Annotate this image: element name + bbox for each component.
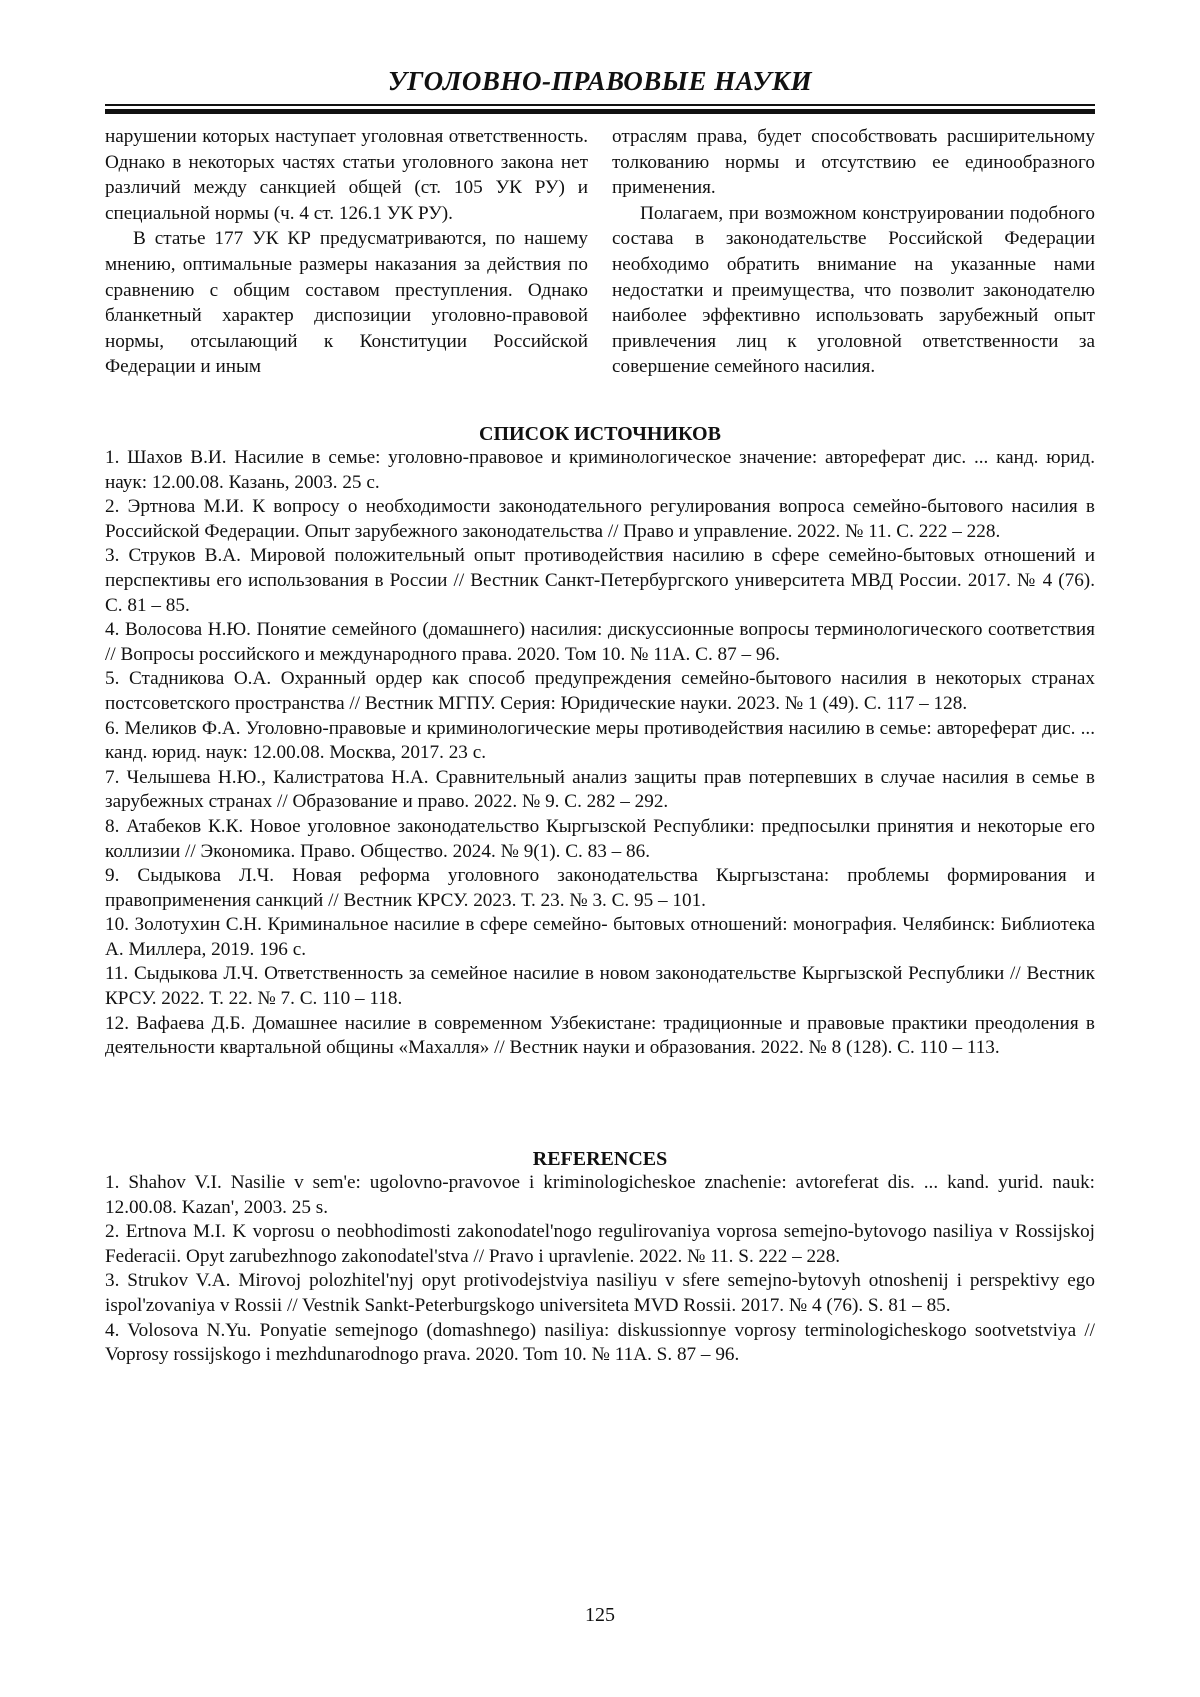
source-item: 9. Сыдыкова Л.Ч. Новая реформа уголовного законодательства Кыргызстана: проблемы формирования и правоприменения санкций // Вестник КРСУ. 2023. Т. 23. № 3. С. 95 – 101. bbox=[105, 865, 1095, 911]
paragraph: В статье 177 УК КР предусматриваются, по нашему мнению, оптимальные размеры наказания за действия по сравнению с общим составом преступления. Однако бланкетный характер диспозиции уголовно-правовой нормы, отсылающий к Конституции Российской Федерации и иным bbox=[105, 228, 588, 378]
references-heading: REFERENCES bbox=[532, 1148, 668, 1170]
two-column-body bbox=[105, 124, 1095, 380]
source-item: 7. Челышева Н.Ю., Калистратова Н.А. Сравнительный анализ защиты прав потерпевших в случае насилия в семье в зарубежных странах // Образование и право. 2022. № 9. С. 282 – 292. bbox=[105, 766, 1095, 813]
header-rule-thick bbox=[105, 109, 1095, 114]
references-list bbox=[105, 1171, 1095, 1368]
source-item: 2. Эртнова М.И. К вопросу о необходимости законодательного регулирования вопроса семейно-бытового насилия в Российской Федерации. Опыт зарубежного законодательства // Право и управление. 2022. № 11. С. 222 – 228. bbox=[105, 496, 1095, 542]
reference-item: 1. Shahov V.I. Nasilie v sem'e: ugolovno-pravovoe i kriminologicheskoe znachenie: avtoreferat dis. ... kand. yurid. nauk: 12.00.08. Kazan', 2003. 25 s. bbox=[105, 1172, 1095, 1218]
left-column bbox=[105, 124, 588, 380]
page-number: 125 bbox=[585, 1604, 615, 1626]
source-item: 8. Атабеков К.К. Новое уголовное законодательство Кыргызской Республики: предпосылки принятия и некоторые его коллизии // Экономика. Право. Общество. 2024. № 9(1). С. 83 – 86. bbox=[105, 815, 1095, 862]
sources-heading: СПИСОК ИСТОЧНИКОВ bbox=[479, 423, 721, 445]
right-column bbox=[612, 124, 1095, 380]
header-rule-thin bbox=[105, 104, 1095, 106]
reference-item: 2. Ertnova M.I. K voprosu o neobhodimosti zakonodatel'nogo regulirovaniya voprosa semejno-bytovogo nasiliya v Rossijskoj Federacii. Opyt zarubezhnogo zakonodatel'stva // Pravo i upravlenie. 2022. № 11. S. 222 – 228. bbox=[105, 1221, 1095, 1267]
running-head: УГОЛОВНО-ПРАВОВЫЕ НАУКИ bbox=[387, 66, 813, 96]
sources-list bbox=[105, 446, 1095, 1061]
source-item: 10. Золотухин С.Н. Криминальное насилие в сфере семейно- бытовых отношений: монография. Челябинск: Библиотека А. Миллера, 2019. 196 с. bbox=[105, 914, 1095, 960]
source-item: 4. Волосова Н.Ю. Понятие семейного (домашнего) насилия: дискуссионные вопросы терминологического соответствия // Вопросы российского и международного права. 2020. Том 10. № 11А. С. 87 – 96. bbox=[105, 619, 1095, 665]
source-item: 12. Вафаева Д.Б. Домашнее насилие в современном Узбекистане: традиционные и правовые практики преодоления в деятельности квартальной общины «Махалля» // Вестник науки и образования. 2022. № 8 (128). С. 110 – 113. bbox=[105, 1012, 1095, 1059]
paragraph: нарушении которых наступает уголовная ответственность. Однако в некоторых частях статьи уголовного закона нет различий между санкцией общей (ст. 105 УК РУ) и специальной нормы (ч. 4 ст. 126.1 УК РУ). bbox=[105, 126, 588, 224]
reference-item: 4. Volosova N.Yu. Ponyatie semejnogo (domashnego) nasiliya: diskussionnye voprosy terminologicheskogo sootvetstviya // Voprosy rossijskogo i mezhdunarodnogo prava. 2020. Tom 10. № 11A. S. 87 – 96. bbox=[105, 1319, 1095, 1366]
source-item: 11. Сыдыкова Л.Ч. Ответственность за семейное насилие в новом законодательстве Кыргызской Республики // Вестник КРСУ. 2022. Т. 22. № 7. С. 110 – 118. bbox=[105, 963, 1095, 1010]
paragraph: отраслям права, будет способствовать расширительному толкованию нормы и отсутствию ее единообразного применения. bbox=[612, 126, 1095, 199]
reference-item: 3. Strukov V.A. Mirovoj polozhitel'nyj opyt protivodejstviya nasiliyu v sfere semejno-bytovyh otnoshenij i perspektivy ego ispol'zovaniya v Rossii // Vestnik Sankt-Peterburgskogo universiteta MVD Rossii. 2017. № 4 (76). S. 81 – 85. bbox=[105, 1270, 1095, 1316]
source-item: 5. Стадникова О.А. Охранный ордер как способ предупреждения семейно-бытового насилия в некоторых странах постсоветского пространства // Вестник МГПУ. Серия: Юридические науки. 2023. № 1 (49). С. 117 – 128. bbox=[105, 668, 1095, 714]
source-item: 6. Меликов Ф.А. Уголовно-правовые и криминологические меры противодействия насилию в семье: автореферат дис. ... канд. юрид. наук: 12.00.08. Москва, 2017. 23 с. bbox=[105, 717, 1095, 764]
source-item: 1. Шахов В.И. Насилие в семье: уголовно-правовое и криминологическое значение: автореферат дис. ... канд. юрид. наук: 12.00.08. Казань, 2003. 25 с. bbox=[105, 447, 1095, 493]
paragraph: Полагаем, при возможном конструировании подобного состава в законодательстве Российской Федерации необходимо обратить внимание на указанные нами недостатки и преимущества, что позволит законодателю наиболее эффективно использовать зарубежный опыт привлечения лиц к уголовной ответственности за совершение семейного насилия. bbox=[612, 202, 1095, 378]
source-item: 3. Струков В.А. Мировой положительный опыт противодействия насилию в сфере семейно-бытовых отношений и перспективы его использования в России // Вестник Санкт-Петербургского университета МВД России. 2017. № 4 (76). С. 81 – 85. bbox=[105, 545, 1095, 616]
